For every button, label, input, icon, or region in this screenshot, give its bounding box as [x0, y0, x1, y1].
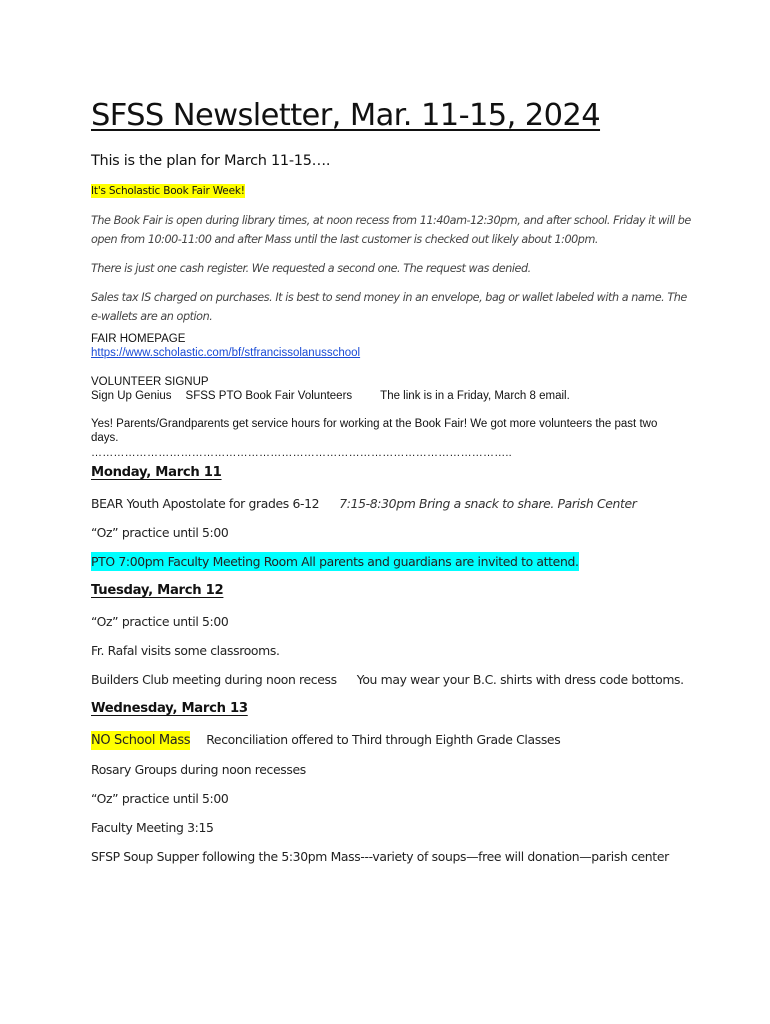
newsletter-page [91, 98, 691, 878]
builders-club-detail: You may wear your B.C. shirts with dress code bottoms. [356, 672, 684, 687]
link-email-note: The link is in a Friday, March 8 email. [380, 390, 570, 402]
rosary-groups-item: Rosary Groups during noon recesses [91, 762, 306, 777]
dotted-divider: ………………………………………………………………………………………………….. [91, 447, 512, 459]
bear-youth-detail: 7:15-8:30pm Bring a snack to share. Parish Center [339, 496, 637, 511]
fair-homepage-label: FAIR HOMEPAGE [91, 333, 186, 345]
fair-homepage-link[interactable]: https://www.scholastic.com/bf/stfrancissolanusschool [91, 347, 361, 359]
sales-tax-paragraph: Sales tax IS charged on purchases. It is best to send money in an envelope, bag or wallet labeled with a name. The e-wallets are an option. [91, 291, 687, 323]
volunteer-signup-block [91, 375, 691, 403]
page-title: SFSS Newsletter, Mar. 11-15, 2024 [91, 98, 601, 133]
no-mass-item [91, 732, 691, 748]
tuesday-oz-practice: “Oz” practice until 5:00 [91, 614, 229, 629]
reconciliation-text: Reconciliation offered to Third through Eighth Grade Classes [206, 732, 561, 747]
monday-oz-practice: “Oz” practice until 5:00 [91, 525, 229, 540]
tuesday-heading: Tuesday, March 12 [91, 583, 224, 598]
pto-volunteers-text: SFSS PTO Book Fair Volunteers [185, 390, 353, 402]
fr-rafal-item: Fr. Rafal visits some classrooms. [91, 643, 280, 658]
no-school-mass-badge: NO School Mass [91, 733, 191, 748]
bear-youth-text: BEAR Youth Apostolate for grades 6-12 [91, 496, 320, 511]
builders-club-text: Builders Club meeting during noon recess [91, 672, 337, 687]
volunteer-signup-label: VOLUNTEER SIGNUP [91, 376, 209, 388]
sign-up-genius-text: Sign Up Genius [91, 390, 172, 402]
book-fair-hours-paragraph: The Book Fair is open during library times, at noon recess from 11:40am-12:30pm, and after school. Friday it will be open from 10:00-11:00 and after Mass until the last customer is checked out likely about 1:00pm. [91, 214, 691, 246]
builders-club-item [91, 672, 691, 687]
bear-youth-item [91, 496, 691, 511]
wednesday-oz-practice: “Oz” practice until 5:00 [91, 791, 229, 806]
monday-heading: Monday, March 11 [91, 465, 222, 480]
plan-subtitle: This is the plan for March 11-15…. [91, 153, 331, 169]
book-fair-week-banner: It's Scholastic Book Fair Week! [91, 185, 245, 197]
service-hours-note: Yes! Parents/Grandparents get service hours for working at the Book Fair! We got more volunteers the past two days. [91, 418, 658, 444]
faculty-meeting-item: Faculty Meeting 3:15 [91, 820, 214, 835]
wednesday-heading: Wednesday, March 13 [91, 701, 248, 716]
soup-supper-item: SFSP Soup Supper following the 5:30pm Mass---variety of soups—free will donation—parish center [91, 849, 669, 864]
pto-meeting-text: PTO 7:00pm Faculty Meeting Room All parents and guardians are invited to attend. [91, 554, 579, 569]
fair-homepage-block [91, 332, 691, 360]
pto-meeting-item [91, 554, 691, 569]
cash-register-paragraph: There is just one cash register. We requested a second one. The request was denied. [91, 262, 531, 275]
